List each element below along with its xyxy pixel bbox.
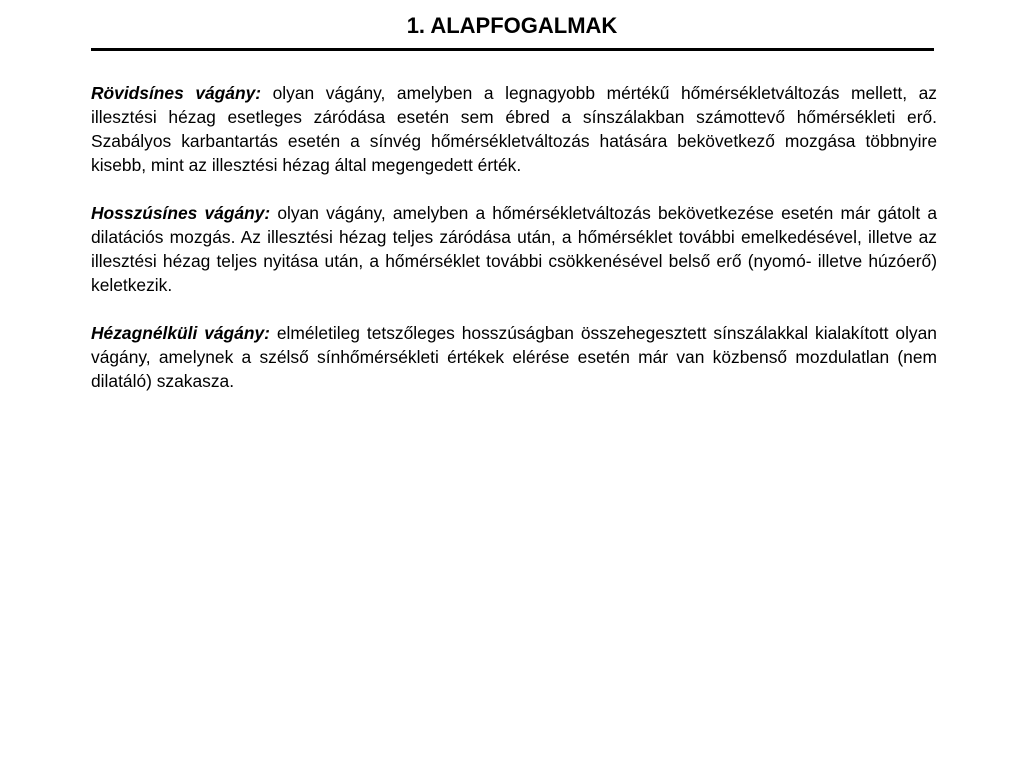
definition-text: olyan vágány, amelyben a legnagyobb mértékű hőmérsékletváltozás mellett, az illesztési hézag esetleges záródása esetén sem ébred a sínszálakban számottevő hőmérsékleti erő. Szabályos karbantartás esetén a sínvég hőmérsékletváltozás hatására bekövetkező mozgása többnyire kisebb, mint az illesztési hézag által megengedett érték. [91, 83, 937, 175]
definitions-body [91, 81, 937, 417]
definition-term: Hézagnélküli vágány: [91, 323, 270, 343]
definition-paragraph [91, 201, 937, 297]
definition-text: olyan vágány, amelyben a hőmérsékletváltozás bekövetkezése esetén már gátolt a dilatációs mozgás. Az illesztési hézag teljes záródása után, a hőmérséklet további emelkedésével, illetve az illesztési hézag teljes nyitása után, a hőmérséklet további csökkenésével belső erő (nyomó- illetve húzóerő) keletkezik. [91, 203, 937, 295]
definition-term: Rövidsínes vágány: [91, 83, 262, 103]
title-divider [91, 48, 934, 51]
definition-term: Hosszúsínes vágány: [91, 203, 271, 223]
definition-paragraph [91, 321, 937, 393]
definition-paragraph [91, 81, 937, 177]
page-title: 1. ALAPFOGALMAK [406, 13, 618, 38]
definition-text: elméletileg tetszőleges hosszúságban összehegesztett sínszálakkal kialakított olyan vágány, amelynek a szélső sínhőmérsékleti értékek elérése esetén már van közbenső mozdulatlan (nem dilatáló) szakasza. [91, 323, 937, 391]
